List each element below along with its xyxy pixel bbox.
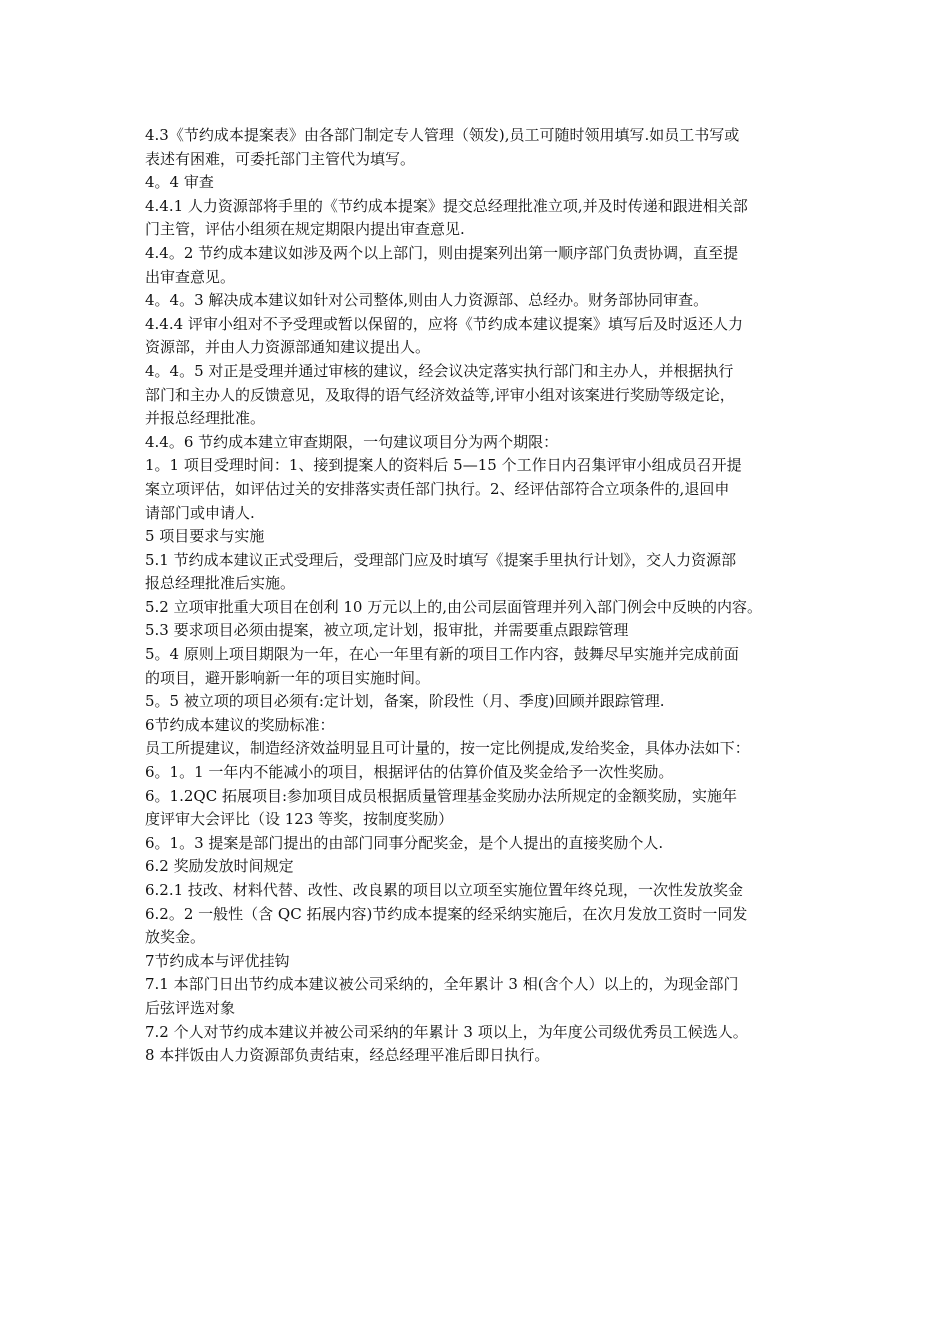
text-line: 并报总经理批准。 [145,409,266,428]
paragraph [145,195,817,242]
paragraph [145,973,817,1020]
paragraph [145,313,817,360]
text-line: 7.2 个人对节约成本建议并被公司采纳的年累计 3 项以上，为年度公司级优秀员工候选人。 [145,1022,748,1041]
text-line: 4。4 审查 [145,173,214,192]
text-line: 度评审大会评比（设 123 等奖，按制度奖励） [145,810,454,829]
text-line: 门主管，评估小组须在规定期限内提出审查意见. [145,220,465,239]
text-line: 4.4.4 评审小组对不予受理或暂以保留的，应将《节约成本建议提案》填写后及时返还人力 [145,314,743,333]
text-line: 1。1 项目受理时间：1、接到提案人的资料后 5—15 个工作日内召集评审小组成员召开提 [145,456,742,475]
paragraph [145,171,817,195]
paragraph [145,1044,817,1068]
text-line: 6.2.1 技改、材料代替、改性、改良累的项目以立项至实施位置年终兑现，一次性发放奖金 [145,881,743,899]
text-line: 出审查意见。 [145,267,236,286]
text-line: 表述有困难，可委托部门主管代为填写。 [145,149,416,168]
paragraph [145,714,817,738]
paragraph [145,737,817,761]
paragraph [145,1021,817,1045]
text-line: 5。5 被立项的项目必须有:定计划，备案，阶段性（月、季度)回顾并跟踪管理. [145,692,665,711]
paragraph [145,761,817,785]
text-line: 6。1.2QC 拓展项目:参加项目成员根据质量管理基金奖励办法所规定的金额奖励，实施年 [145,786,737,805]
text-line: 8 本拌饭由人力资源部负责结束，经总经理平准后即日执行。 [145,1046,550,1065]
paragraph [145,360,817,431]
text-line: 案立项评估，如评估过关的安排落实责任部门执行。2、经评估部符合立项条件的,退回申 [145,479,730,498]
text-line: 4.4.1 人力资源部将手里的《节约成本提案》提交总经理批准立项,并及时传递和跟进相关部 [145,196,748,215]
text-line: 4.4。6 节约成本建立审查期限，一句建议项目分为两个期限： [145,432,559,451]
text-line: 7.1 本部门日出节约成本建议被公司采纳的，全年累计 3 相(含个人）以上的，为现金部门 [145,975,739,994]
text-line: 请部门或申请人. [145,503,255,522]
paragraph [145,832,817,856]
paragraph [145,289,817,313]
text-line: 部门和主办人的反馈意见，及取得的语气经济效益等,评审小组对该案进行奖励等级定论， [145,385,735,404]
paragraph [145,454,817,525]
text-line: 放奖金。 [145,928,206,947]
text-line: 6节约成本建议的奖励标准： [145,715,335,734]
text-line: 5。4 原则上项目期限为一年，在心一年里有新的项目工作内容，鼓舞尽早实施并完成前面 [145,645,739,664]
paragraph [145,643,817,690]
text-line: 报总经理批准后实施。 [145,574,296,593]
text-line: 6.2 奖励发放时间规定 [145,857,294,876]
text-line: 后弦评选对象 [145,998,236,1017]
text-line: 5 项目要求与实施 [145,527,265,546]
paragraph [145,950,817,974]
paragraph [145,690,817,714]
paragraph [145,855,817,879]
paragraph [145,903,817,950]
paragraph [145,879,817,903]
paragraph [145,619,817,643]
text-line: 5.3 要求项目必须由提案，被立项,定计划，报审批，并需要重点跟踪管理 [145,621,629,640]
paragraph [145,431,817,455]
paragraph [145,525,817,549]
text-line: 4。4。5 对正是受理并通过审核的建议，经会议决定落实执行部门和主办人，并根据执行 [145,361,734,380]
paragraph [145,785,817,832]
text-line: 6.2。2 一般性（含 QC 拓展内容)节约成本提案的经采纳实施后，在次月发放工资时一同发 [145,904,748,923]
text-line: 6。1。1 一年内不能减小的项目，根据评估的估算价值及奖金给予一次性奖励。 [145,763,674,782]
text-line: 6。1。3 提案是部门提出的由部门同事分配奖金，是个人提出的直接奖励个人. [145,833,664,852]
document-body [145,124,817,1068]
paragraph [145,124,817,171]
text-line: 资源部，并由人力资源部通知建议提出人。 [145,338,431,357]
text-line: 4.4。2 节约成本建议如涉及两个以上部门，则由提案列出第一顺序部门负责协调，直至提 [145,243,739,262]
paragraph [145,596,817,620]
text-line: 7节约成本与评优挂钩 [145,951,290,970]
text-line: 的项目，避开影响新一年的项目实施时间。 [145,668,431,687]
text-line: 5.1 节约成本建议正式受理后，受理部门应及时填写《提案手里执行计划》，交人力资源部 [145,550,737,569]
text-line: 4。4。3 解决成本建议如针对公司整体,则由人力资源部、总经办。财务部协同审查。 [145,291,709,310]
text-line: 员工所提建议，制造经济效益明显且可计量的，按一定比例提成,发给奖金，具体办法如下： [145,739,750,758]
text-line: 4.3《节约成本提案表》由各部门制定专人管理（领发),员工可随时领用填写.如员工书写或 [145,126,740,144]
text-line: 5.2 立项审批重大项目在创利 10 万元以上的,由公司层面管理并列入部门例会中反映的内容。 [145,597,763,616]
paragraph [145,242,817,289]
paragraph [145,549,817,596]
